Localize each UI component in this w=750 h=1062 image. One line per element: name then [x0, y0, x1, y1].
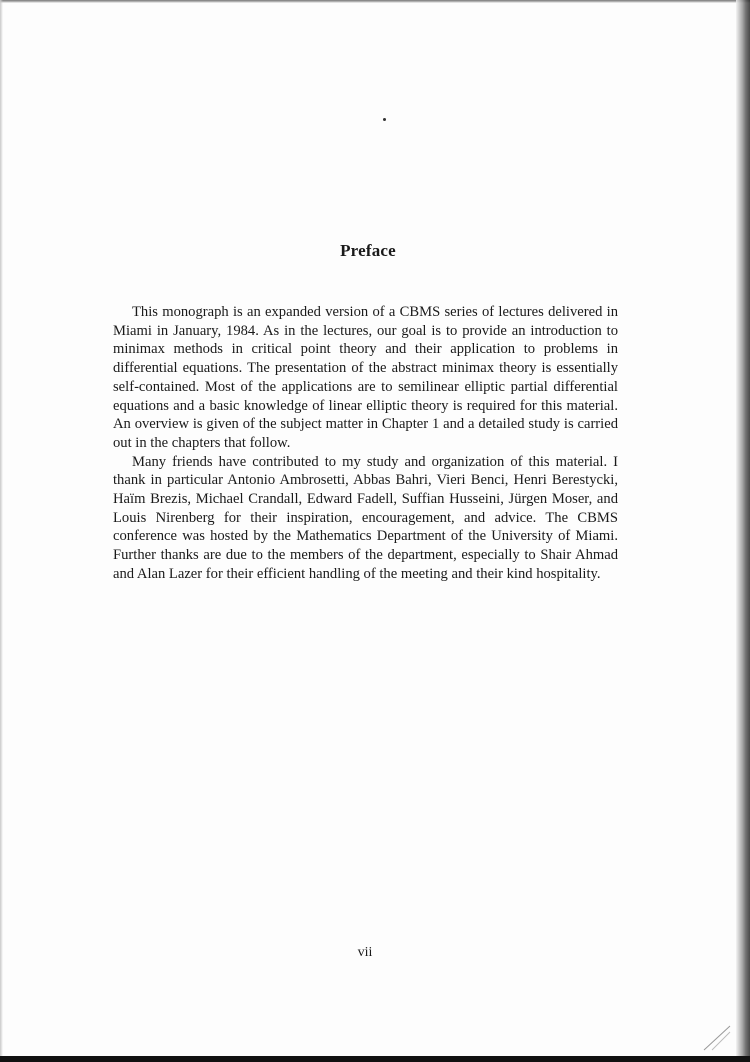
paragraph-2: Many friends have contributed to my study and organization of this material. I thank in particular Antonio Ambrosetti, Abbas Bahri, Vieri Benci, Henri Berestycki, Haïm Brezis, Michael Crandall, Edward Fadell, Suffian Husseini, Jürgen Moser, and Louis Nirenberg for their inspiration, encouragement, and advice. The CBMS conference was hosted by the Mathematics Department of the University of Miami. Further thanks are due to the members of the department, especially to Shair Ahmad and Alan Lazer for their efficient handling of the meeting and their kind hospitality. [113, 453, 618, 582]
scan-edge-bottom [0, 1056, 750, 1062]
scan-edge-left [0, 0, 3, 1062]
scan-edge-top [0, 0, 750, 3]
scan-edge-right [736, 0, 750, 1062]
scan-speck [383, 118, 386, 121]
preface-body [113, 303, 618, 584]
page-number: vii [357, 945, 373, 960]
page-corner-crease [702, 1022, 732, 1052]
page-title: Preface [340, 241, 396, 260]
paragraph-1: This monograph is an expanded version of a CBMS series of lectures delivered in Miami in January, 1984. As in the lectures, our goal is to provide an introduction to minimax methods in critical point theory and their application to problems in differential equations. The presentation of the abstract minimax theory is essentially self-contained. Most of the applications are to semilinear elliptic partial differential equations and a basic knowledge of linear elliptic theory is required for this material. An overview is given of the subject matter in Chapter 1 and a detailed study is carried out in the chapters that follow. [113, 304, 618, 451]
